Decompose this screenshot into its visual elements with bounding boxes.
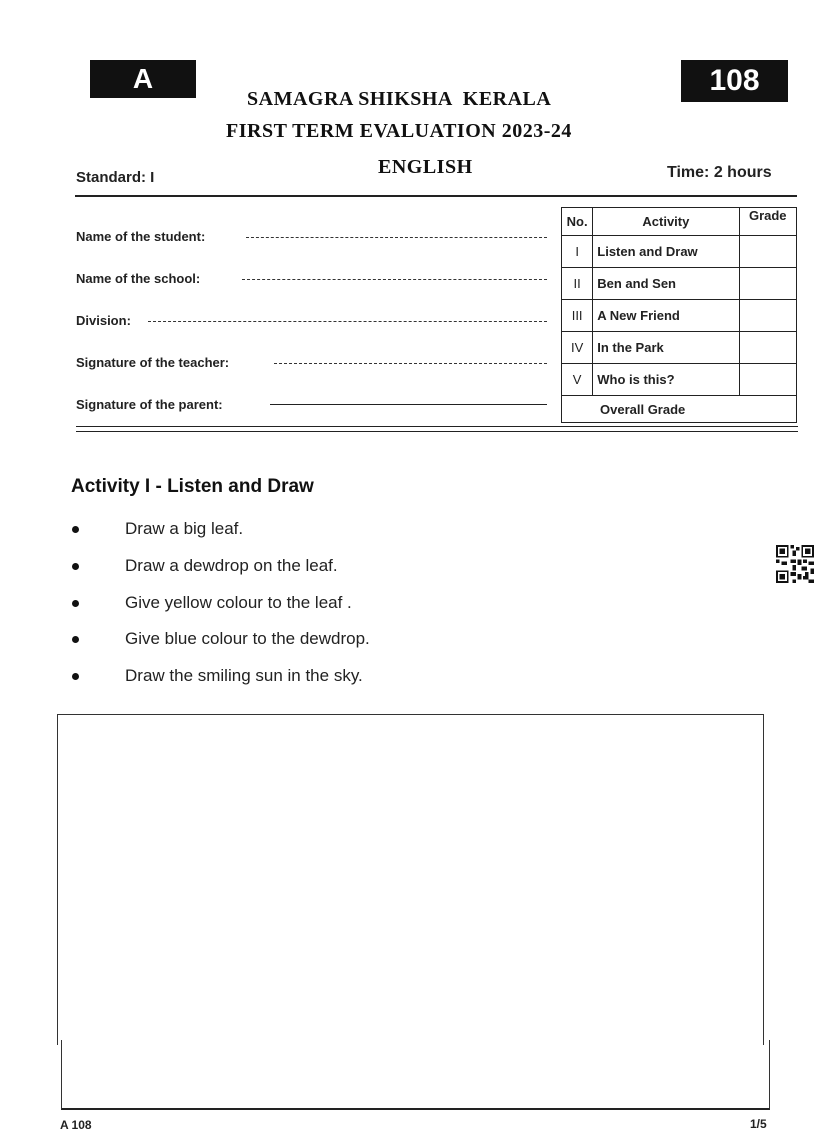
overall-grade-row: [562, 396, 797, 423]
student-name-line[interactable]: [246, 237, 547, 238]
col-grade-header: Grade: [739, 208, 797, 236]
time-label: Time: 2 hours: [667, 164, 772, 181]
grade-table-header: [562, 208, 797, 236]
list-item: [72, 519, 243, 539]
overall-grade-label[interactable]: Overall Grade: [562, 396, 797, 423]
drawing-box[interactable]: [57, 714, 764, 1045]
row-no: IV: [562, 332, 593, 364]
school-name-line[interactable]: [242, 279, 547, 280]
bullet-icon: [72, 563, 79, 570]
row-no: III: [562, 300, 593, 332]
section-rule-bottom: [76, 431, 798, 432]
division-label: Division:: [76, 313, 131, 328]
teacher-signature-label: Signature of the teacher:: [76, 355, 230, 370]
grade-cell[interactable]: [739, 300, 797, 332]
bullet-icon: [72, 673, 79, 680]
table-row: [562, 268, 797, 300]
row-no: I: [562, 236, 593, 268]
instruction-text: Give blue colour to the dewdrop.: [125, 629, 370, 648]
paper-code-badge: 108: [681, 60, 788, 102]
activity-title: Activity I - Listen and Draw: [71, 476, 314, 497]
standard-label: Standard: I: [76, 169, 155, 186]
subject-title: ENGLISH: [378, 156, 473, 178]
parent-signature-label: Signature of the parent:: [76, 397, 223, 412]
instruction-text: Draw the smiling sun in the sky.: [125, 666, 363, 685]
list-item: [72, 593, 352, 613]
grade-table: [561, 207, 797, 423]
col-activity-header: Activity: [593, 208, 739, 236]
row-activity: Listen and Draw: [593, 236, 739, 268]
row-no: II: [562, 268, 593, 300]
organization-title: SAMAGRA SHIKSHA KERALA: [247, 88, 552, 110]
teacher-signature-line[interactable]: [274, 363, 547, 364]
grade-cell[interactable]: [739, 236, 797, 268]
grade-cell[interactable]: [739, 332, 797, 364]
qr-code-icon: [776, 545, 814, 583]
bullet-icon: [72, 600, 79, 607]
row-no: V: [562, 364, 593, 396]
row-activity: A New Friend: [593, 300, 739, 332]
col-no-header: No.: [562, 208, 593, 236]
section-rule-top: [76, 426, 798, 427]
list-item: [72, 556, 338, 576]
parent-signature-line[interactable]: [270, 404, 547, 405]
table-row: [562, 364, 797, 396]
header-rule: [75, 195, 797, 197]
grade-cell[interactable]: [739, 364, 797, 396]
bullet-icon: [72, 636, 79, 643]
exam-title: FIRST TERM EVALUATION 2023-24: [226, 120, 572, 142]
student-name-label: Name of the student:: [76, 229, 206, 244]
instruction-text: Draw a dewdrop on the leaf.: [125, 556, 338, 575]
row-activity: Ben and Sen: [593, 268, 739, 300]
grade-cell[interactable]: [739, 268, 797, 300]
school-name-label: Name of the school:: [76, 271, 201, 286]
instruction-text: Give yellow colour to the leaf .: [125, 593, 352, 612]
footer-paper-code: A 108: [60, 1118, 92, 1132]
table-row: [562, 332, 797, 364]
row-activity: Who is this?: [593, 364, 739, 396]
bullet-icon: [72, 526, 79, 533]
drawing-box-lower[interactable]: [61, 1040, 770, 1110]
footer-page-number: 1/5: [750, 1117, 767, 1131]
division-line[interactable]: [148, 321, 547, 322]
set-code-badge: A: [90, 60, 196, 98]
instruction-text: Draw a big leaf.: [125, 519, 244, 538]
row-activity: In the Park: [593, 332, 739, 364]
table-row: [562, 300, 797, 332]
table-row: [562, 236, 797, 268]
list-item: [72, 666, 363, 686]
list-item: [72, 629, 370, 649]
